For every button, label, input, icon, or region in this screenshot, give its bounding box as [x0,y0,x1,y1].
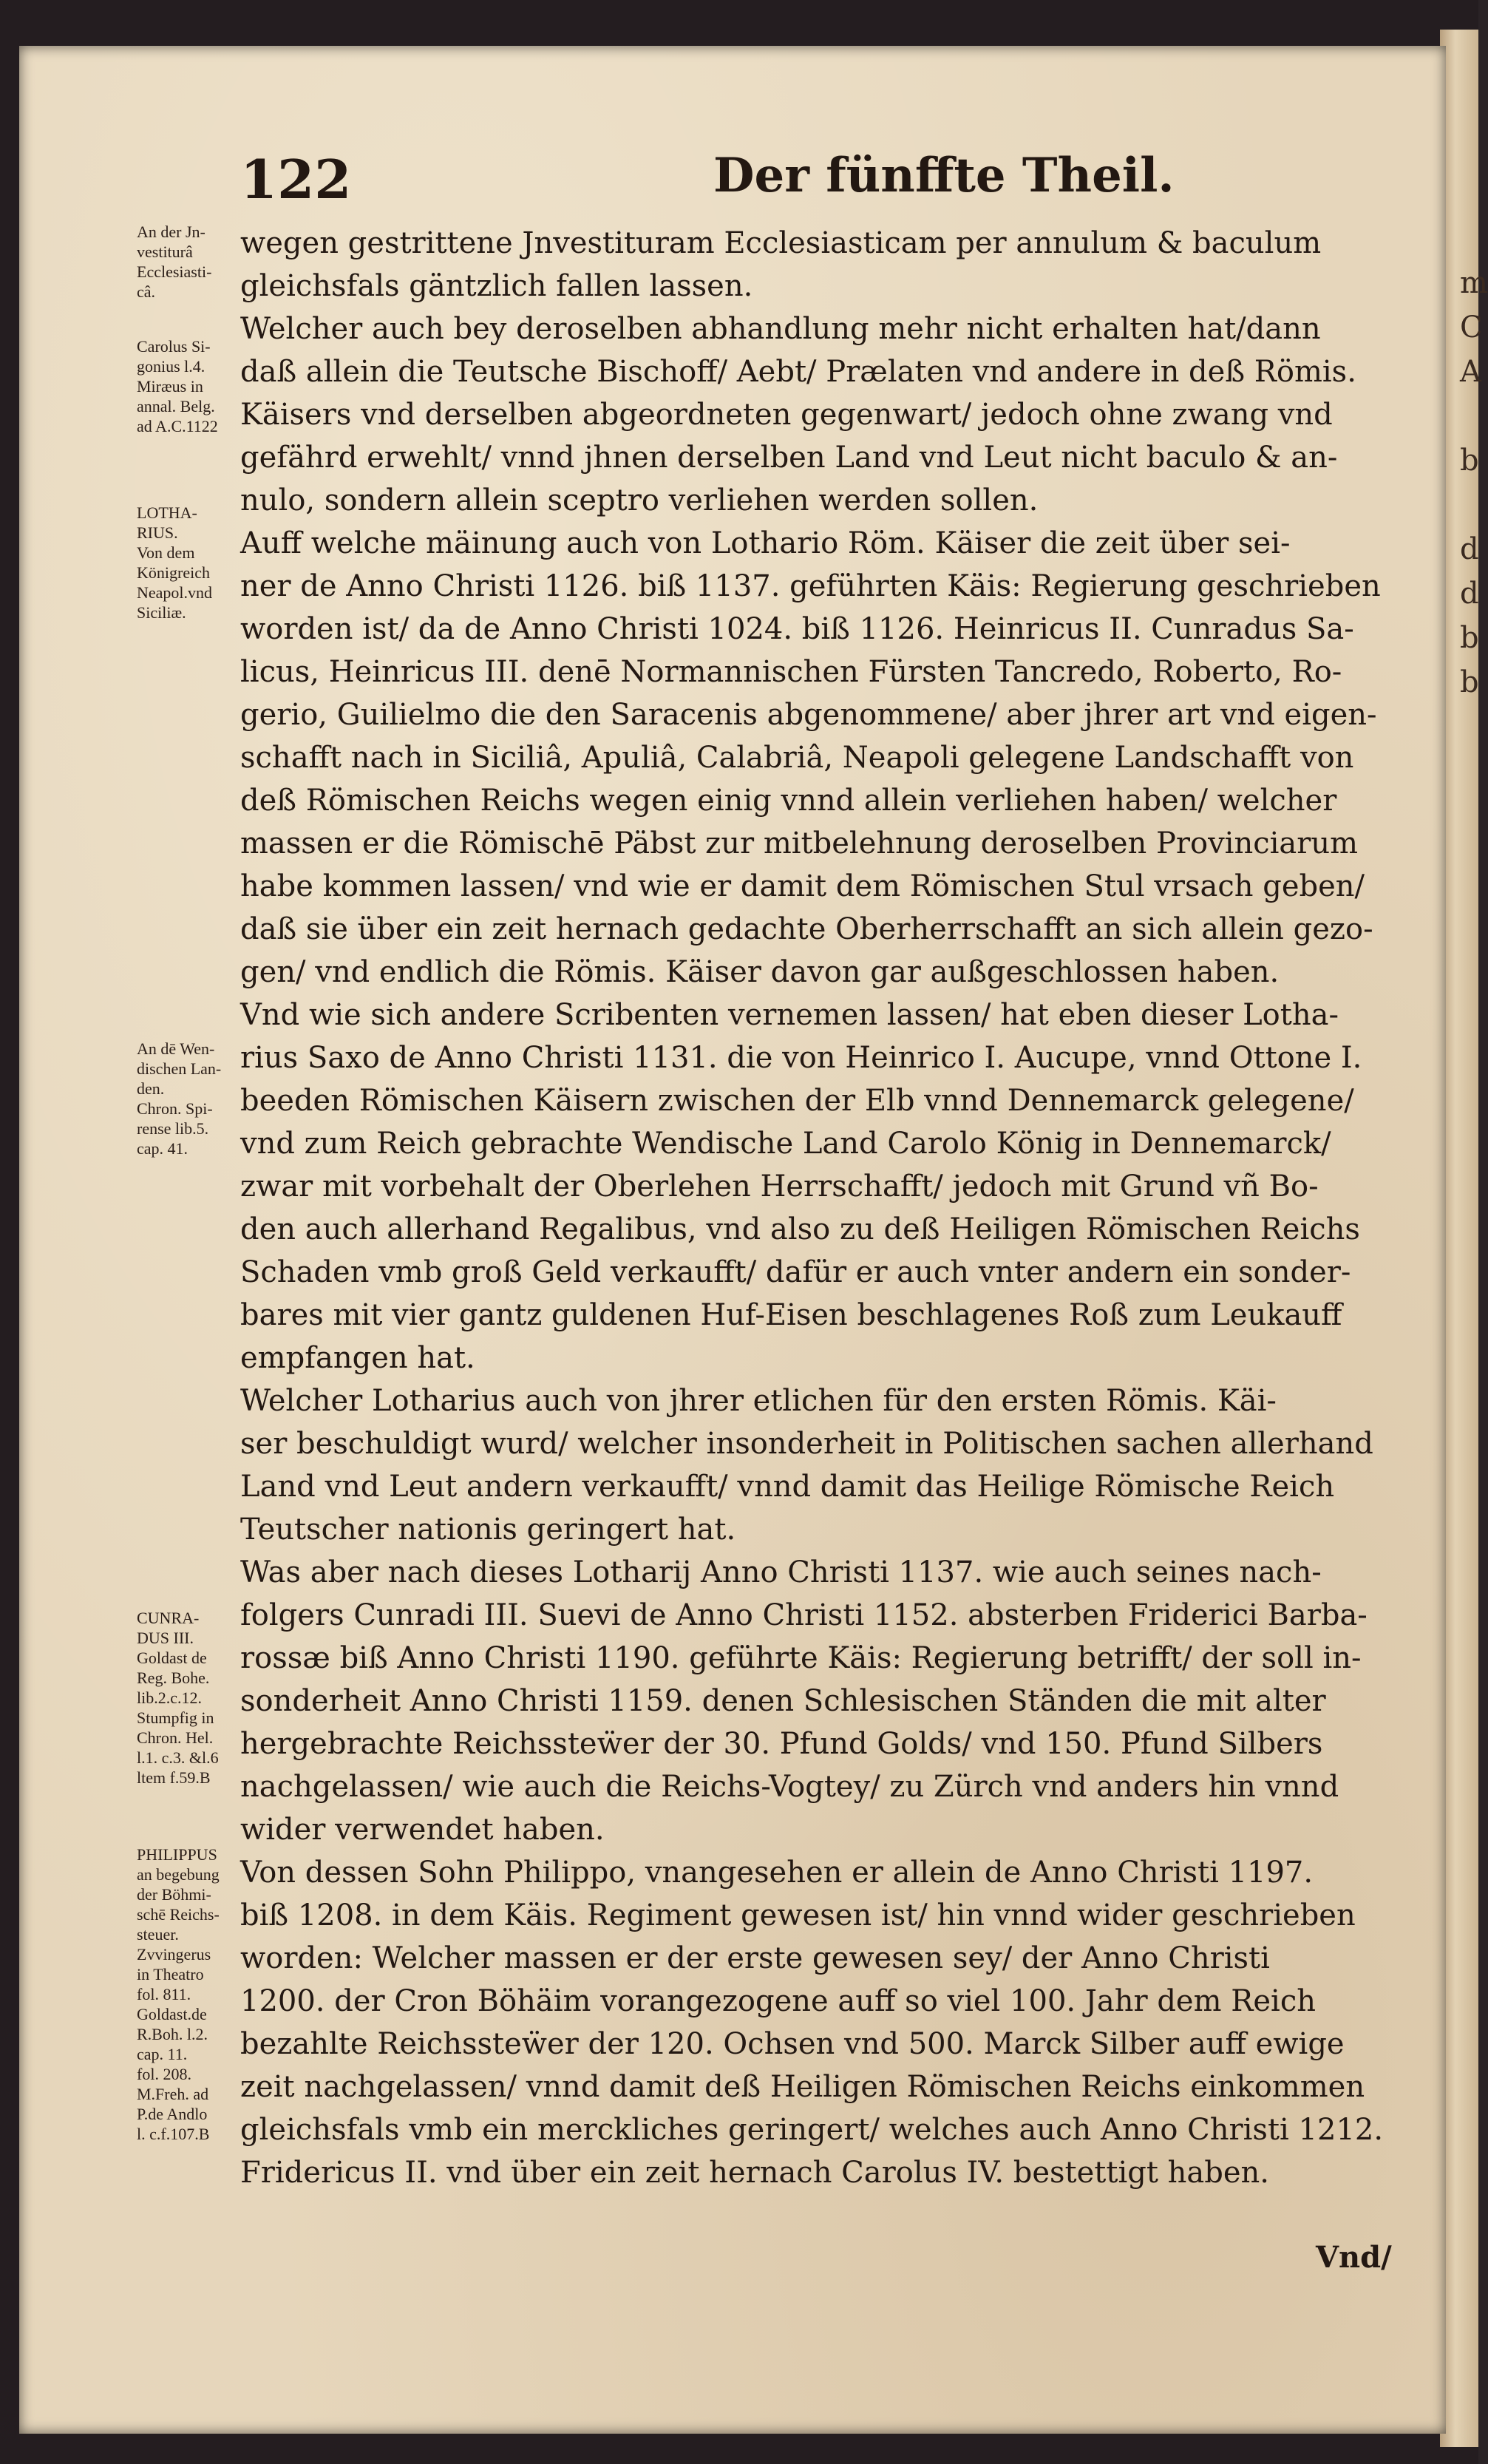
text-line: nulo, sondern allein sceptro verliehen werden sollen. [240,483,1039,517]
text-line: gefährd erwehlt/ vnnd jhnen derselben Land vnd Leut nicht baculo & an- [240,441,1338,475]
text-line: wegen gestrittene Jnvestituram Ecclesiasticam per annulum & baculum [240,226,1322,260]
catchword: Vnd/ [1316,2240,1392,2275]
text-line: rossæ biß Anno Christi 1190. geführte Käis: Regierung betrifft/ der soll in- [240,1641,1362,1675]
text-line: zwar mit vorbehalt der Oberlehen Herrschafft/ jedoch mit Grund vñ Bo- [240,1170,1319,1204]
margin-note: CUNRA- DUS III. Goldast de Reg. Bohe. lib.2.c.12. Stumpfig in Chron. Hel. l.1. c.3. &l.6 ltem f.59.B [137,1609,219,1787]
text-line: worden: Welcher massen er der erste gewesen sey/ der Anno Christi [240,1941,1270,1975]
text-line: bezahlte Reichssteẅer der 120. Ochsen vnd 500. Marck Silber auff ewige [240,2027,1345,2061]
text-line: daß allein die Teutsche Bischoff/ Aebt/ Prælaten vnd andere in deß Römis. [240,355,1356,389]
text-line: deß Römischen Reichs wegen einig vnnd allein verliehen haben/ welcher [240,784,1337,818]
text-line: beeden Römischen Käisern zwischen der Elb vnnd Dennemarck gelegene/ [240,1084,1354,1118]
text-line: vnd zum Reich gebrachte Wendische Land Carolo König in Dennemarck/ [240,1127,1331,1161]
margin-note: An der Jn- vestiturâ Ecclesiasti- câ. [137,223,212,301]
text-line: nachgelassen/ wie auch die Reichs-Vogtey/ zu Zürch vnd anders hin vnnd [240,1770,1339,1804]
text-line: den auch allerhand Regalibus, vnd also zu deß Heiligen Römischen Reichs [240,1212,1360,1246]
text-line: wider verwendet haben. [240,1813,605,1847]
page-number: 122 [240,148,352,211]
running-title: Der fünffte Theil. [713,148,1175,203]
page-header [240,148,1408,214]
text-line: Teutscher nationis geringert hat. [240,1513,736,1547]
text-line: ser beschuldigt wurd/ welcher insonderheit in Politischen sachen allerhand [240,1427,1373,1461]
text-line: bares mit vier gantz guldenen Huf-Eisen beschlagenes Roß zum Leukauff [240,1298,1342,1332]
margin-note: An dē Wen- dischen Lan- den. Chron. Spi- rense lib.5. cap. 41. [137,1039,222,1158]
facing-page-fragment: b [1460,621,1479,655]
text-line: sonderheit Anno Christi 1159. denen Schlesischen Ständen die mit alter [240,1684,1326,1718]
text-line: Schaden vmb groß Geld verkaufft/ dafür er auch vnter andern ein sonder- [240,1255,1351,1289]
facing-page-fragment: m [1460,266,1488,300]
text-line: gen/ vnd endlich die Römis. Käiser davon gar außgeschlossen haben. [240,955,1280,989]
text-line: schafft nach in Siciliâ, Apuliâ, Calabriâ, Neapoli gelegene Landschafft von [240,741,1354,775]
text-line: Welcher auch bey deroselben abhandlung mehr nicht erhalten hat/dann [240,312,1321,346]
text-line: massen er die Römischē Päbst zur mitbelehnung deroselben Provinciarum [240,827,1359,861]
margin-notes [137,222,233,2218]
body-text [240,222,1408,2292]
text-line: gleichsfals gäntzlich fallen lassen. [240,269,753,303]
text-line: licus, Heinricus III. denē Normannischen Fürsten Tancredo, Roberto, Ro- [240,655,1342,689]
text-line: Käisers vnd derselben abgeordneten gegenwart/ jedoch ohne zwang vnd [240,398,1333,432]
text-line: worden ist/ da de Anno Christi 1024. biß 1126. Heinricus II. Cunradus Sa- [240,612,1354,646]
text-line: Welcher Lotharius auch von jhrer etlichen für den ersten Römis. Käi- [240,1384,1277,1418]
margin-note: LOTHA- RIUS. Von dem Königreich Neapol.vnd Siciliæ. [137,503,213,622]
text-line: Vnd wie sich andere Scribenten vernemen lassen/ hat eben dieser Lotha- [240,998,1339,1032]
facing-page-fragment: b [1460,444,1479,478]
facing-page-fragment: A [1460,355,1481,389]
text-line: Von dessen Sohn Philippo, vnangesehen er allein de Anno Christi 1197. [240,1856,1314,1890]
text-line: Land vnd Leut andern verkaufft/ vnnd damit das Heilige Römische Reich [240,1470,1335,1504]
text-line: biß 1208. in dem Käis. Regiment gewesen ist/ hin vnnd wider geschrieben [240,1898,1356,1932]
text-line: 1200. der Cron Böhäim vorangezogene auff so viel 100. Jahr dem Reich [240,1984,1316,2018]
text-line: hergebrachte Reichssteẅer der 30. Pfund Golds/ vnd 150. Pfund Silbers [240,1727,1323,1761]
text-line: Fridericus II. vnd über ein zeit hernach Carolus IV. bestettigt haben. [240,2156,1269,2190]
text-line: habe kommen lassen/ vnd wie er damit dem Römischen Stul vrsach geben/ [240,869,1365,903]
text-line: daß sie über ein zeit hernach gedachte Oberherrschafft an sich allein gezo- [240,912,1373,946]
margin-note: PHILIPPUS an begebung der Böhmi- schē Reichs- steuer. Zvvingerus in Theatro fol. 811. Goldast.de R.Boh. l.2. cap. 11. fol. 208. M.Freh. ad P.de Andlo l. c.f.107.B [137,1845,220,2143]
text-line: gleichsfals vmb ein merckliches geringert/ welches auch Anno Christi 1212. [240,2113,1384,2147]
text-line: empfangen hat. [240,1341,475,1375]
facing-page-fragment: b [1460,665,1479,699]
text-line: ner de Anno Christi 1126. biß 1137. geführten Käis: Regierung geschrieben [240,569,1381,603]
text-line: zeit nachgelassen/ vnnd damit deß Heiligen Römischen Reichs einkommen [240,2070,1365,2104]
margin-note: Carolus Si- gonius l.4. Miræus in annal. Belg. ad A.C.1122 [137,337,218,435]
facing-page-fragment: d [1460,532,1479,566]
text-line: gerio, Guilielmo die den Saracenis abgenommene/ aber jhrer art vnd eigen- [240,698,1377,732]
text-line: Was aber nach dieses Lotharij Anno Christi 1137. wie auch seines nach- [240,1555,1322,1589]
facing-page-fragment: d [1460,577,1479,611]
text-line: rius Saxo de Anno Christi 1131. die von Heinrico I. Aucupe, vnnd Ottone I. [240,1041,1362,1075]
facing-page-fragment: C [1460,310,1483,345]
text-line: folgers Cunradi III. Suevi de Anno Christi 1152. absterben Friderici Barba- [240,1598,1368,1632]
text-line: Auff welche mäinung auch von Lothario Röm. Käiser die zeit über sei- [240,526,1291,560]
